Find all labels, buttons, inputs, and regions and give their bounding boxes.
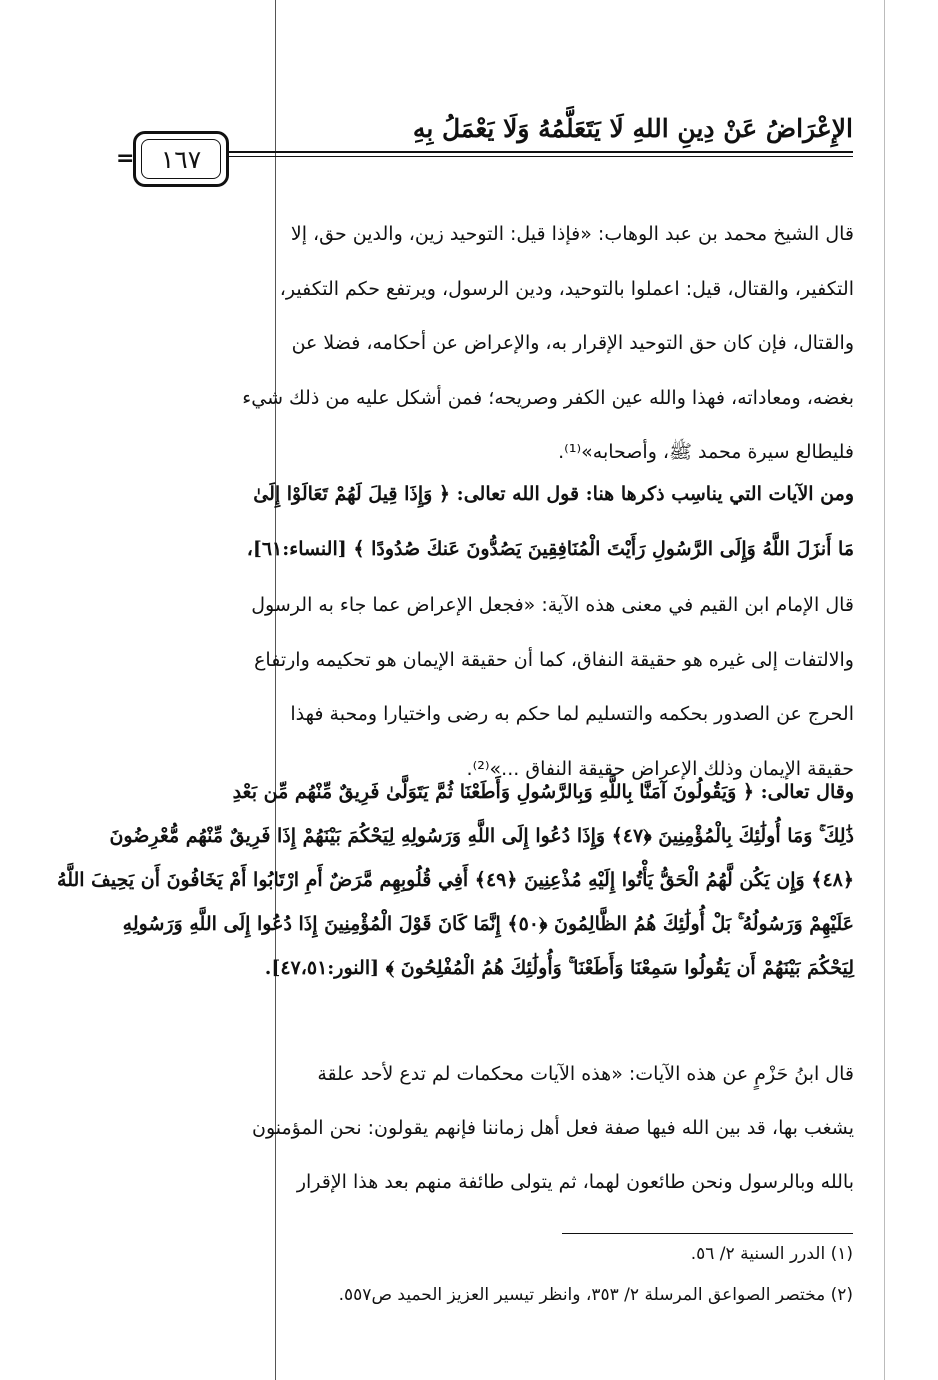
footnote-2: (٢) مختصر الصواعق المرسلة ٢/ ٣٥٣، وانظر تيسير العزيز الحميد ص٥٥٧. — [338, 1285, 853, 1305]
text-line: عَلَيْهِمْ وَرَسُولُهُ ۚ بَلْ أُولَٰئِكَ هُمُ الظَّالِمُونَ ﴿٥٠﴾ إِنَّمَا كَانَ قَوْلَ الْمُؤْمِنِينَ إِذَا دُعُوا إِلَى اللَّهِ وَرَسُولِهِ — [122, 913, 854, 935]
text-line: التكفير، والقتال، قيل: اعملوا بالتوحيد، ودين الرسول، ويرتفع حكم التكفير، — [279, 277, 854, 300]
text-line: ذَٰلِكَ ۚ وَمَا أُولَٰئِكَ بِالْمُؤْمِنِينَ ﴿٤٧﴾ وَإِذَا دُعُوا إِلَى اللَّهِ وَرَسُولِهِ لِيَحْكُمَ بَيْنَهُمْ إِذَا فَرِيقٌ مِّنْهُم مُّعْرِضُونَ — [109, 825, 854, 847]
text-line: وقال تعالى: ﴿ وَيَقُولُونَ آمَنَّا بِاللَّهِ وَبِالرَّسُولِ وَأَطَعْنَا ثُمَّ يَتَوَلَّىٰ فَرِيقٌ مِّنْهُم مِّن بَعْدِ — [232, 781, 854, 803]
header-ornament: = — [116, 146, 135, 171]
text-line: قال الإمام ابن القيم في معنى هذه الآية: «فجعل الإعراض عما جاء به الرسول — [251, 594, 854, 616]
text-line: قال ابنُ حَزْمٍ عن هذه الآيات: «هذه الآيات محكمات لم تدع لأحد علقة — [317, 1063, 854, 1085]
page-number-frame — [133, 131, 229, 187]
paragraph-2-verse — [108, 467, 854, 577]
scan-margin-line-right — [884, 0, 885, 1380]
paragraph-5 — [108, 1047, 854, 1209]
text-line: ومن الآيات التي يناسِب ذكرها هنا: قول الله تعالى: ﴿ وَإِذَا قِيلَ لَهُمْ تَعَالَوْا إِلَىٰ — [253, 483, 854, 505]
text-line: حقيقة الإيمان وذلك الإعراض حقيقة النفاق ...»⁽²⁾. — [466, 757, 854, 780]
page-number: ١٦٧ — [141, 139, 221, 179]
header-rule-thin — [228, 156, 853, 157]
footnote-1: (١) الدرر السنية ٢/ ٥٦. — [690, 1244, 853, 1264]
paragraph-4-verses — [57, 770, 854, 990]
text-line: الحرج عن الصدور بحكمه والتسليم لما حكم به رضى واختيارا ومحبة فهذا — [290, 703, 854, 725]
text-line: لِيَحْكُمَ بَيْنَهُمْ أَن يَقُولُوا سَمِعْنَا وَأَطَعْنَا ۚ وَأُولَٰئِكَ هُمُ الْمُفْلِحُونَ ﴾ [النور:٤٧،٥١]. — [264, 957, 854, 979]
text-line: بغضه، ومعاداته، فهذا والله عين الكفر وصريحه؛ فمن أشكل عليه من ذلك شيء — [242, 386, 854, 409]
text-line: يشغب بها، قد بين الله فيها صفة فعل أهل زماننا فإنهم يقولون: نحن المؤمنون — [252, 1117, 854, 1139]
text-line: بالله وبالرسول ونحن طائعون لهما، ثم يتولى طائفة منهم بعد هذا الإقرار — [296, 1171, 854, 1193]
text-line: ﴿٤٨﴾ وَإِن يَكُن لَّهُمُ الْحَقُّ يَأْتُوا إِلَيْهِ مُذْعِنِينَ ﴿٤٩﴾ أَفِي قُلُوبِهِم مَّرَضٌ أَمِ ارْتَابُوا أَمْ يَخَافُونَ أَن يَحِيفَ اللَّهُ — [57, 869, 854, 891]
header-rule — [228, 151, 853, 153]
paragraph-1 — [108, 207, 854, 480]
text-line: مَا أَنزَلَ اللَّهُ وَإِلَى الرَّسُولِ رَأَيْتَ الْمُنَافِقِينَ يَصُدُّونَ عَنكَ صُدُودًا ﴾ [النساء:٦١]، — [246, 538, 854, 560]
running-header-title: الإِعْرَاضُ عَنْ دِينِ اللهِ لَا يَتَعَلَّمُهُ وَلَا يَعْمَلُ بِهِ — [412, 114, 853, 143]
text-line: قال الشيخ محمد بن عبد الوهاب: «فإذا قيل: التوحيد زين، والدين حق، إلا — [290, 223, 854, 245]
paragraph-3 — [108, 578, 854, 796]
text-line: فليطالع سيرة محمد ﷺ، وأصحابه»⁽¹⁾. — [558, 441, 854, 463]
footnote-separator — [562, 1233, 853, 1234]
text-line: والالتفات إلى غيره هو حقيقة النفاق، كما أن حقيقة الإيمان هو تحكيمه وارتفاع — [254, 648, 854, 671]
text-line: والقتال، فإن كان حق التوحيد الإقرار به، والإعراض عن أحكامه، فضلا عن — [291, 332, 854, 354]
